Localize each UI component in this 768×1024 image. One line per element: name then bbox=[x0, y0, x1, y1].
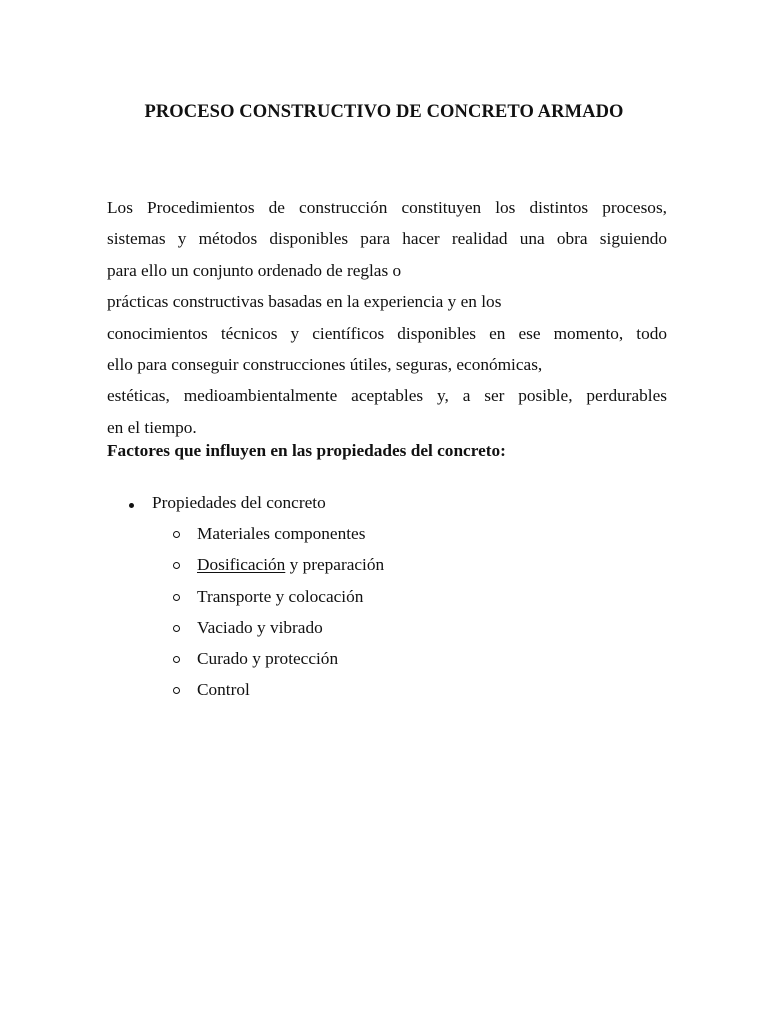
sublist-item-label: Vaciado y vibrado bbox=[197, 617, 323, 637]
circle-bullet-icon bbox=[173, 687, 180, 694]
sublist-item bbox=[173, 676, 384, 707]
paragraph-line: Los Procedimientos de construcción constituyen los distintos procesos, bbox=[107, 198, 667, 217]
circle-bullet-icon bbox=[173, 562, 180, 569]
factors-heading: Factores que influyen en las propiedades del concreto: bbox=[107, 441, 506, 460]
sublist-item-label: Materiales componentes bbox=[197, 524, 366, 543]
list-item-label: Propiedades del concreto bbox=[152, 493, 326, 512]
factors-sublist bbox=[173, 520, 384, 708]
paragraph-line: estéticas, medioambientalmente aceptables y, a ser posible, perdurables bbox=[107, 386, 667, 406]
paragraph-line: sistemas y métodos disponibles para hacer realidad una obra siguiendo bbox=[107, 229, 667, 249]
circle-bullet-icon bbox=[173, 656, 180, 663]
sublist-item bbox=[173, 583, 384, 614]
sublist-item-label: Transporte y colocación bbox=[197, 586, 364, 606]
sublist-item-label: Control bbox=[197, 680, 250, 700]
paragraph-line: para ello un conjunto ordenado de reglas o bbox=[107, 260, 402, 280]
factors-list bbox=[107, 489, 326, 517]
bullet-icon bbox=[129, 503, 134, 508]
dosificacion-link[interactable]: Dosificación bbox=[197, 555, 286, 575]
sublist-item-label: y preparación bbox=[285, 555, 385, 575]
intro-paragraph bbox=[107, 192, 667, 443]
sublist-item bbox=[173, 520, 384, 551]
document-title: PROCESO CONSTRUCTIVO DE CONCRETO ARMADO bbox=[144, 102, 624, 122]
paragraph-line: prácticas constructivas basadas en la experiencia y en los bbox=[107, 292, 502, 312]
sublist-item bbox=[173, 614, 384, 645]
paragraph-line: conocimientos técnicos y científicos disponibles en ese momento, todo bbox=[107, 323, 667, 343]
paragraph-line: en el tiempo. bbox=[107, 417, 197, 437]
circle-bullet-icon bbox=[173, 594, 180, 601]
paragraph-line: ello para conseguir construcciones útiles, seguras, económicas, bbox=[107, 355, 543, 375]
circle-bullet-icon bbox=[173, 531, 180, 538]
sublist-item-label: Curado y protección bbox=[197, 649, 339, 669]
circle-bullet-icon bbox=[173, 625, 180, 632]
sublist-item bbox=[173, 551, 384, 582]
sublist-item bbox=[173, 645, 384, 676]
list-item bbox=[107, 489, 326, 517]
